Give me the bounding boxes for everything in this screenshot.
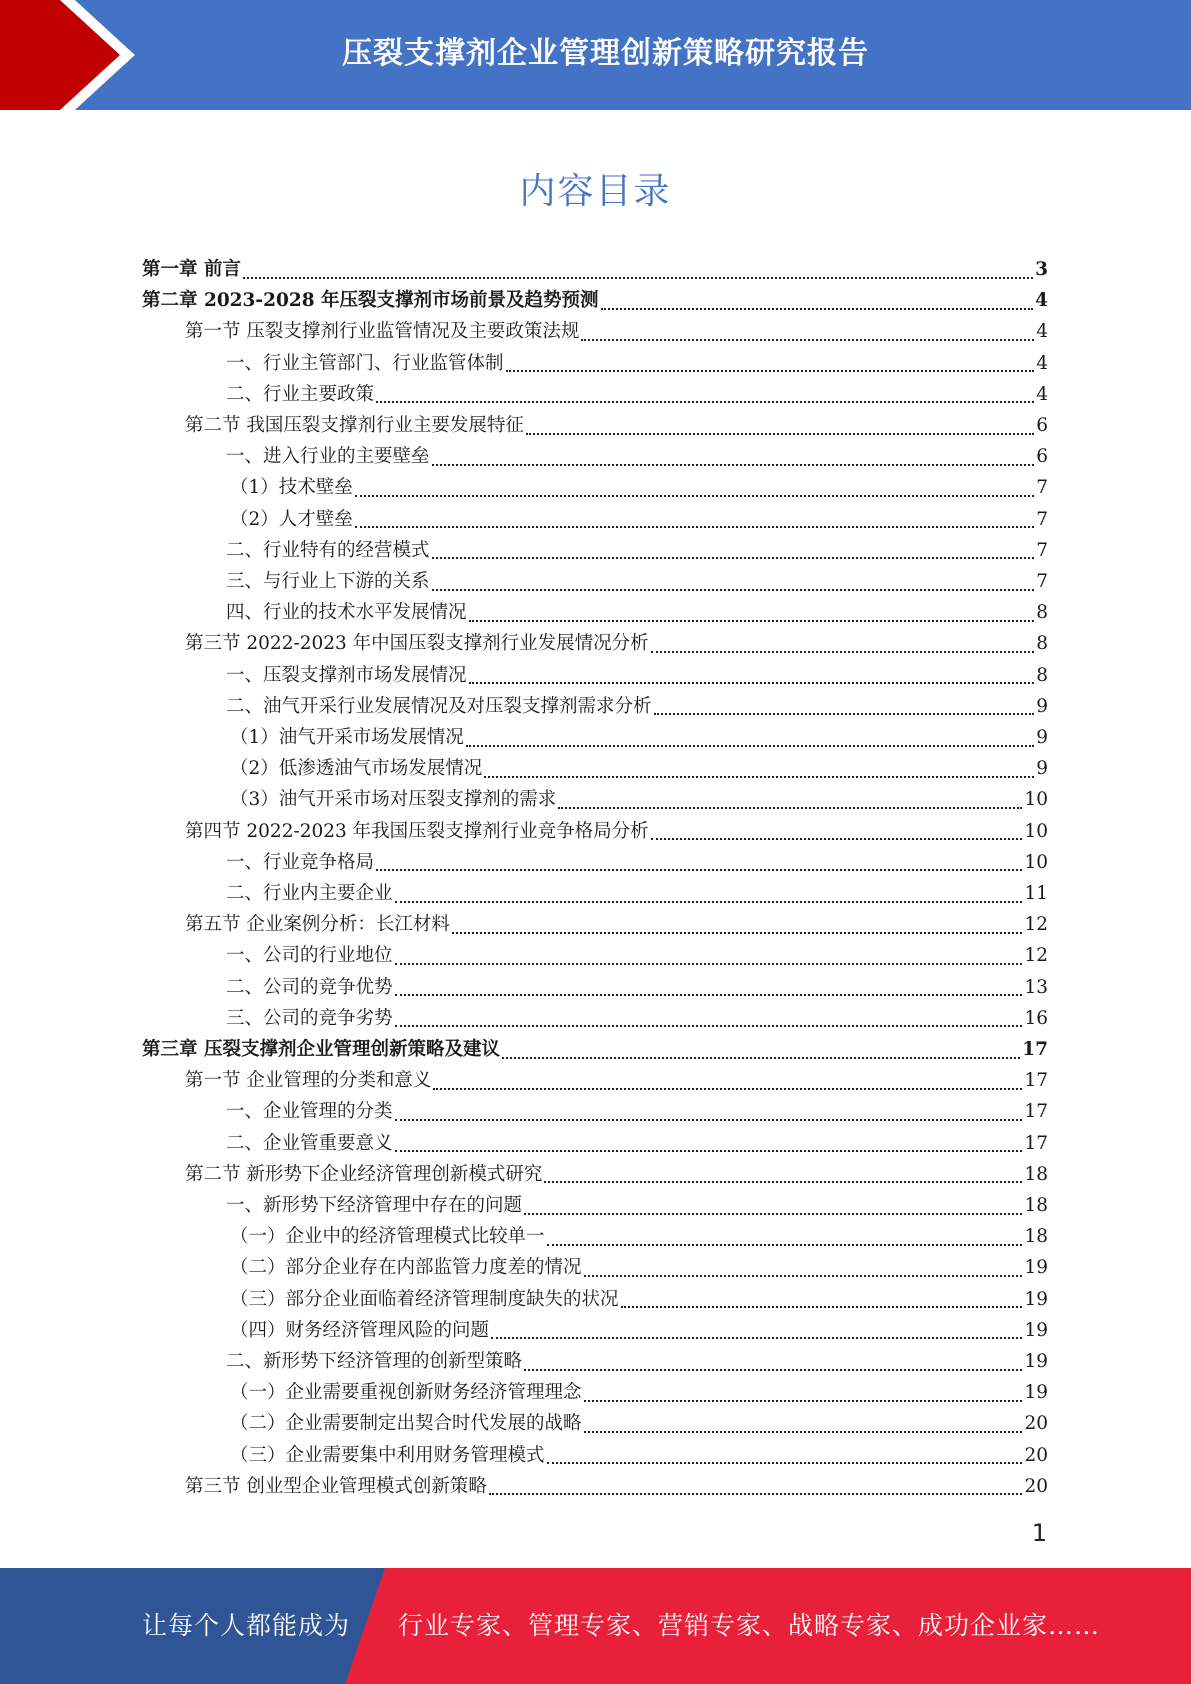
toc-dot-leader [432,557,1035,559]
toc-entry-label: 一、公司的行业地位 [226,945,393,967]
toc-entry-label: （四）财务经济管理风险的问题 [230,1319,490,1341]
toc-entry-page: 17 [1024,1132,1048,1154]
toc-entry-label: 一、行业主管部门、行业监管体制 [226,352,504,374]
toc-dot-leader [524,1213,1022,1215]
toc-entry-page: 9 [1036,758,1048,780]
toc-entry-page: 7 [1036,508,1048,530]
toc-entry-label: 二、油气开采行业发展情况及对压裂支撑剂需求分析 [226,695,652,717]
toc-entry[interactable] [185,1159,1048,1190]
toc-dot-leader [466,745,1034,747]
toc-entry-label: 第四节 2022-2023 年我国压裂支撑剂行业竞争格局分析 [185,820,649,842]
toc-entry[interactable] [226,348,1048,379]
toc-entry[interactable] [226,441,1048,472]
toc-dot-leader [651,838,1023,840]
toc-entry[interactable] [230,1408,1048,1439]
toc-entry-label: （一）企业需要重视创新财务经济管理理念 [230,1382,582,1404]
toc-entry-page: 19 [1024,1288,1048,1310]
toc-entry-page: 11 [1024,883,1048,904]
toc-dot-leader [651,651,1035,653]
toc-entry-label: 二、行业特有的经营模式 [226,539,430,561]
toc-entry-label: 二、企业管重要意义 [226,1132,393,1154]
toc-entry-page: 3 [1035,259,1048,280]
toc-entry[interactable] [142,285,1048,316]
toc-dot-leader [547,1462,1023,1464]
toc-entry[interactable] [230,1284,1048,1315]
toc-dot-leader [621,1306,1023,1308]
toc-entry[interactable] [230,722,1048,753]
footer-slogan-right: 行业专家、管理专家、营销专家、战略专家、成功企业家…… [398,1611,1101,1640]
toc-entry-page: 10 [1024,789,1048,811]
toc-entry-page: 13 [1024,976,1048,998]
toc-heading: 内容目录 [519,171,672,212]
toc-dot-leader [469,620,1035,622]
toc-entry[interactable] [185,316,1048,347]
toc-dot-leader [432,464,1035,466]
toc-dot-leader [395,1119,1023,1121]
toc-dot-leader [584,1275,1023,1277]
toc-entry-label: 一、企业管理的分类 [226,1101,393,1123]
toc-dot-leader [654,713,1035,715]
toc-entry[interactable] [185,628,1048,659]
toc-entry-label: 第五节 企业案例分析：长江材料 [185,914,450,936]
toc-entry[interactable] [230,1440,1048,1471]
toc-entry-page: 17 [1024,1070,1048,1092]
toc-entry-label: 二、公司的竞争优势 [226,976,393,998]
toc-entry-page: 4 [1036,383,1048,405]
toc-entry[interactable] [230,504,1048,535]
toc-entry-page: 8 [1036,633,1048,655]
toc-entry-page: 7 [1036,571,1048,592]
toc-entry-page: 19 [1024,1257,1048,1279]
toc-entry-page: 20 [1024,1444,1048,1466]
toc-entry-label: 第二节 我国压裂支撑剂行业主要发展特征 [185,415,524,436]
toc-entry-label: （1）技术壁垒 [230,477,353,499]
toc-entry-label: 第三节 2022-2023 年中国压裂支撑剂行业发展情况分析 [185,633,649,655]
toc-entry-page: 4 [1035,290,1048,312]
toc-entry-page: 20 [1024,1413,1048,1435]
toc-entry-page: 16 [1024,1007,1048,1029]
toc-dot-leader [433,1088,1022,1090]
toc-entry-label: （二）部分企业存在内部监管力度差的情况 [230,1257,582,1279]
toc-dot-leader [502,1057,1020,1059]
toc-entry[interactable] [185,410,1048,441]
toc-entry-label: （三）企业需要集中利用财务管理模式 [230,1444,545,1466]
toc-entry[interactable] [185,909,1048,940]
toc-entry-page: 18 [1024,1195,1048,1216]
toc-entry-page: 17 [1022,1039,1048,1060]
toc-dot-leader [355,526,1034,528]
toc-entry-page: 10 [1024,820,1048,842]
toc-entry-label: 第三章 压裂支撑剂企业管理创新策略及建议 [142,1039,500,1060]
toc-entry-label: 第一节 压裂支撑剂行业监管情况及主要政策法规 [185,321,580,343]
toc-entry[interactable] [230,1315,1048,1346]
toc-entry-label: 一、新形势下经济管理中存在的问题 [226,1195,523,1216]
toc-entry-page: 17 [1024,1101,1048,1123]
toc-entry[interactable] [230,472,1048,503]
toc-dot-leader [506,370,1035,372]
footer-slogan-left: 让每个人都能成为 [142,1611,351,1640]
page-footer [0,1568,1191,1684]
toc-entry[interactable] [226,1190,1048,1221]
toc-entry-page: 6 [1036,446,1048,468]
toc-dot-leader [395,994,1023,996]
toc-entry[interactable] [230,784,1048,815]
toc-entry-label: 二、新形势下经济管理的创新型策略 [226,1351,523,1372]
toc-dot-leader [243,277,1033,279]
toc-dot-leader [452,932,1023,934]
toc-entry-page: 6 [1036,415,1048,436]
toc-entry[interactable] [226,1096,1048,1127]
toc-dot-leader [395,901,1023,903]
toc-entry-page: 12 [1024,945,1048,967]
toc-dot-leader [489,1493,1023,1495]
toc-entry-page: 4 [1036,352,1048,374]
toc-entry-page: 18 [1024,1226,1048,1248]
toc-dot-leader [524,1369,1022,1371]
toc-entry-page: 9 [1036,695,1048,717]
toc-dot-leader [584,1431,1023,1433]
toc-entry-page: 19 [1024,1351,1048,1372]
page-header [0,0,1191,110]
toc-entry-label: 一、压裂支撑剂市场发展情况 [226,664,467,686]
toc-entry-label: 第二章 2023-2028 年压裂支撑剂市场前景及趋势预测 [142,290,599,312]
toc-entry[interactable] [230,1252,1048,1283]
toc-entry-page: 20 [1024,1475,1048,1497]
report-title: 压裂支撑剂企业管理创新策略研究报告 [342,36,869,71]
toc-entry-page: 18 [1024,1163,1048,1185]
page-number: 1 [1031,1519,1047,1547]
toc-entry-label: 第三节 创业型企业管理模式创新策略 [185,1475,487,1497]
toc-entry[interactable] [226,1346,1048,1377]
toc-entry[interactable] [142,1034,1048,1065]
toc-entry[interactable] [185,1065,1048,1096]
toc-entry-page: 7 [1036,477,1048,499]
toc-dot-leader [547,1244,1023,1246]
toc-entry[interactable] [226,597,1048,628]
toc-entry[interactable] [226,1003,1048,1034]
toc-dot-leader [484,776,1034,778]
toc-entry[interactable] [142,254,1048,285]
toc-dot-leader [395,1025,1023,1027]
toc-dot-leader [526,433,1034,435]
toc-dot-leader [581,339,1034,341]
toc-entry-label: （1）油气开采市场发展情况 [230,727,464,748]
toc-entry-label: 二、行业内主要企业 [226,883,393,904]
toc-entry-label: （三）部分企业面临着经济管理制度缺失的状况 [230,1288,619,1310]
toc-entry[interactable] [226,660,1048,691]
toc-entry-page: 8 [1036,602,1048,624]
toc-entry[interactable] [230,1377,1048,1408]
toc-entry-label: （2）人才壁垒 [230,508,353,530]
toc-entry-label: 二、行业主要政策 [226,383,375,405]
toc-dot-leader [355,495,1034,497]
toc-entry-label: 一、进入行业的主要壁垒 [226,446,430,468]
toc-entry-page: 19 [1024,1382,1048,1404]
toc-entry-label: 第一章 前言 [142,259,241,280]
toc-entry[interactable] [226,847,1048,878]
toc-dot-leader [558,807,1022,809]
toc-entry-page: 12 [1024,914,1048,936]
toc-dot-leader [601,308,1034,310]
toc-entry-page: 10 [1024,851,1048,873]
toc-dot-leader [491,1337,1022,1339]
toc-entry-label: （二）企业需要制定出契合时代发展的战略 [230,1413,582,1435]
toc-entry-label: 第二节 新形势下企业经济管理创新模式研究 [185,1163,543,1185]
toc-dot-leader [469,682,1035,684]
toc-entry-page: 4 [1036,321,1048,343]
toc-entry[interactable] [226,379,1048,410]
toc-dot-leader [584,1400,1023,1402]
toc-entry-label: 三、与行业上下游的关系 [226,571,430,592]
toc-dot-leader [395,963,1023,965]
toc-dot-leader [376,401,1034,403]
toc-entry[interactable] [185,816,1048,847]
toc-entry[interactable] [226,535,1048,566]
toc-entry[interactable] [185,1471,1048,1502]
toc-entry-page: 19 [1024,1319,1048,1341]
toc-entry[interactable] [230,753,1048,784]
toc-entry[interactable] [226,972,1048,1003]
toc-entry[interactable] [230,1221,1048,1252]
toc-entry-label: （2）低渗透油气市场发展情况 [230,758,483,780]
toc-entry-page: 9 [1036,727,1048,748]
toc-entry[interactable] [226,940,1048,971]
toc-dot-leader [395,1150,1023,1152]
toc-dot-leader [432,589,1035,591]
toc-entry-page: 8 [1036,664,1048,686]
toc-entry[interactable] [226,878,1048,909]
toc-entry-label: 三、公司的竞争劣势 [226,1007,393,1029]
toc-entry-page: 7 [1036,539,1048,561]
toc-entry[interactable] [226,1128,1048,1159]
toc-entry-label: 第一节 企业管理的分类和意义 [185,1070,432,1092]
toc-dot-leader [376,869,1022,871]
toc-entry-label: 一、行业竞争格局 [226,851,375,873]
toc-entry-label: （3）油气开采市场对压裂支撑剂的需求 [230,789,557,811]
toc-entry-label: （一）企业中的经济管理模式比较单一 [230,1226,545,1248]
toc-dot-leader [544,1181,1022,1183]
toc-entry-label: 四、行业的技术水平发展情况 [226,602,467,624]
toc-entry[interactable] [226,691,1048,722]
toc-entry[interactable] [226,566,1048,597]
